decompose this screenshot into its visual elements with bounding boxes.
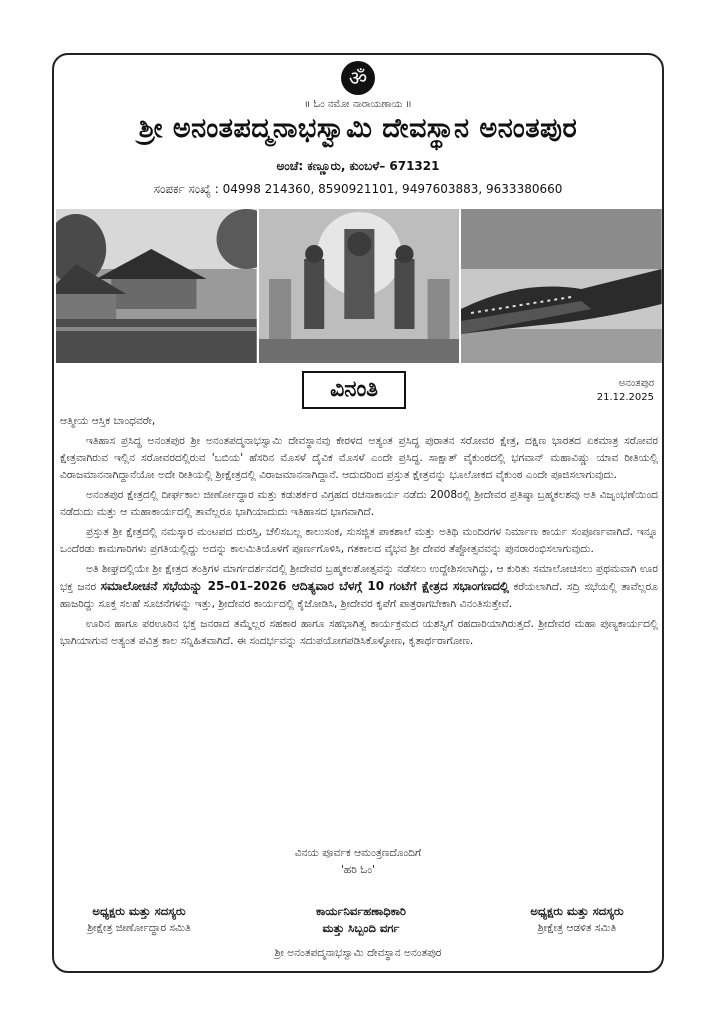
notice-frame bbox=[52, 53, 664, 973]
photo-strip bbox=[56, 209, 662, 363]
temple-title: ಶ್ರೀ ಅನಂತಪದ್ಮನಾಭಸ್ವಾಮಿ ದೇವಸ್ಥಾನ ಅನಂತಪುರ bbox=[138, 113, 578, 144]
paragraph-1: ಇತಿಹಾಸ ಪ್ರಸಿದ್ಧ ಅನಂತಪುರ ಶ್ರೀ ಅನಂತಪದ್ಮನಾಭಸ್ವಾಮಿ ದೇವಸ್ಥಾನವು ಕೇರಳದ ಅತ್ಯಂತ ಪ್ರಸಿದ್ಧ ಪುರಾತನ ಸರೋವರ ಕ್ಷೇತ್ರ, ದಕ್ಷಿಣ ಭಾರತದ ಏಕಮಾತ್ರ ಸರೋವರ ಕ್ಷೇತ್ರವಾಗಿರುವ ಇಲ್ಲಿನ ಸರೋವರದಲ್ಲಿರುವ 'ಬಬಿಯ' ಹೆಸರಿನ ಮೊಸಳೆ ದೈವಿಕ ಮೊಸಳೆ ಎಂದೇ ಪ್ರಸಿದ್ಧ. ಸಾಕ್ಷಾತ್ ವೈಕುಂಠದಲ್ಲಿ ಭಗವಾನ್ ಮಹಾವಿಷ್ಣು ಯಾವ ರೀತಿಯಲ್ಲಿ ವಿರಾಜಮಾನನಾಗಿದ್ದಾನೆಯೋ ಅದೇ ರೀತಿಯಲ್ಲಿ ಶ್ರೀಕ್ಷೇತ್ರದಲ್ಲಿ ವಿರಾಜಮಾನನಾಗಿದ್ದಾನೆ. ಆದುದರಿಂದ ಪ್ರಸ್ತುತ ಕ್ಷೇತ್ರವನ್ನು ಭೂಲೋಕದ ವೈಕುಂಠ ಎಂದೇ ಪೂಜಿಸಲಾಗುವುದು. bbox=[60, 435, 658, 481]
paragraph-2: ಅನಂತಪುರ ಕ್ಷೇತ್ರದಲ್ಲಿ ದೀರ್ಘಕಾಲ ಜೀರ್ಣೋದ್ಧಾರ ಮತ್ತು ಕಡುಶರ್ಕರ ವಿಗ್ರಹದ ರಚನಾಕಾರ್ಯ ನಡೆದು 2008ರಲ್ಲಿ ಶ್ರೀದೇವರ ಪ್ರತಿಷ್ಠಾ ಬ್ರಹ್ಮಕಲಶವು ಅತಿ ವಿಜೃಂಭಣೆಯಿಂದ ನಡೆದುದು ಮತ್ತು ಆ ಮಹಾಕಾರ್ಯದಲ್ಲಿ ತಾವೆಲ್ಲರೂ ಭಾಗಿಯಾದುದು ಇತಿಹಾಸದ ಭಾಗವಾಗಿದೆ. bbox=[60, 489, 658, 518]
signature-middle-title: ಕಾರ್ಯನಿರ್ವಹಣಾಧಿಕಾರಿ bbox=[316, 904, 406, 918]
place-date bbox=[597, 377, 654, 405]
signature-left bbox=[64, 903, 214, 937]
meeting-details: ಸಮಾಲೋಚನೆ ಸಭೆಯನ್ನು 25–01–2026 ಆದಿತ್ಯವಾರ ಬೆಳಗ್ಗೆ 10 ಗಂಟೆಗೆ ಕ್ಷೇತ್ರದ ಸಭಾಂಗಣದಲ್ಲಿ bbox=[100, 579, 509, 593]
signature-left-sub: ಶ್ರೀಕ್ಷೇತ್ರ ಜೀರ್ಣೋದ್ಧಾರ ಸಮಿತಿ bbox=[87, 922, 191, 934]
signature-middle bbox=[276, 903, 446, 937]
signature-right bbox=[502, 903, 652, 937]
notice-heading: ವಿನಂತಿ bbox=[302, 371, 406, 409]
closing-line: ವಿನಯ ಪೂರ್ವಕ ಆಮಂತ್ರಣದೊಂದಿಗೆ bbox=[294, 847, 422, 859]
invocation-text: ॥ ಓಂ ನಮೋ ನಾರಾಯಣಾಯ ॥ bbox=[304, 99, 412, 110]
paragraph-4-end: ಕರೆಯಲಾಗಿದೆ. ಸದ್ರಿ ಸಭೆಯಲ್ಲಿ ತಾವೆಲ್ಲರೂ ಹಾಜರಿದ್ದು ಸೂಕ್ತ ಸಲಹೆ ಸೂಚನೆಗಳನ್ನು ಇತ್ತು, ಶ್ರೀದೇವರ ಕಾರ್ಯದಲ್ಲಿ ಕೈಜೋಡಿಸಿ, ಶ್ರೀದೇವರ ಕೃಪೆಗೆ ಪಾತ್ರರಾಗಬೇಕಾಗಿ ವಿನಂತಿಸುತ್ತೇವೆ. bbox=[60, 581, 658, 610]
om-icon: ॐ bbox=[341, 61, 375, 95]
deity-idols-photo bbox=[259, 209, 460, 363]
signature-right-sub: ಶ್ರೀಕ್ಷೇತ್ರ ಆಡಳಿತ ಸಮಿತಿ bbox=[537, 922, 617, 934]
signature-left-title: ಅಧ್ಯಕ್ಷರು ಮತ್ತು ಸದಸ್ಯರು bbox=[92, 904, 186, 918]
temple-pond-photo bbox=[56, 209, 257, 363]
footer-text: ಶ್ರೀ ಅನಂತಪದ್ಮನಾಭಸ್ವಾಮಿ ದೇವಸ್ಥಾನ ಅನಂತಪುರ bbox=[274, 947, 442, 959]
closing bbox=[54, 845, 662, 879]
notice-body bbox=[60, 413, 658, 653]
paragraph-5: ಊರಿನ ಹಾಗೂ ಪರಊರಿನ ಭಕ್ತ ಜನರಾದ ತಮ್ಮೆಲ್ಲರ ಸಹಕಾರ ಹಾಗೂ ಸಹಭಾಗಿತ್ವ ಕಾರ್ಯಕ್ರಮದ ಯಶಸ್ವಿಗೆ ರಹದಾರಿಯಾಗಿರುತ್ತದೆ. ಶ್ರೀದೇವರ ಮಹಾ ಪುಣ್ಯಕಾರ್ಯದಲ್ಲಿ ಭಾಗಿಯಾಗುವ ಅತ್ಯಂತ ಪವಿತ್ರ ಕಾಲ ಸನ್ನಿಹಿತವಾಗಿದೆ. ಈ ಸಂದರ್ಭವನ್ನು ಸದುಪಯೋಗಪಡಿಸಿಕೊಳ್ಳೋಣ, ಕೃತಾರ್ಥರಾಗೋಣ. bbox=[60, 618, 659, 647]
crocodile-photo bbox=[461, 209, 662, 363]
paragraph-4-start: ಅತಿ ಶೀಘ್ರದಲ್ಲಿಯೇ ಶ್ರೀ ಕ್ಷೇತ್ರದ ತಂತ್ರಿಗಳ ಮಾರ್ಗದರ್ಶನದಲ್ಲಿ ಶ್ರೀದೇವರ ಬ್ರಹ್ಮಕಲಶೋತ್ಸವನ್ನು ನಡೆಸಲು ಉದ್ದೇಶಿಸಲಾಗಿದ್ದು, ಆ ಕುರಿತು ಸಮಾಲೋಚಿಸಲು ಪ್ರಥಮವಾಗಿ ಊರ ಭಕ್ತ ಜನರ bbox=[60, 563, 658, 593]
notice-date: 21.12.2025 bbox=[596, 392, 654, 403]
postal-address: ಅಂಚೆ: ಕಣ್ಣೂರು, ಕುಂಬಳೆ– 671321 bbox=[276, 159, 440, 173]
paragraph-3: ಪ್ರಸ್ತುತ ಶ್ರೀ ಕ್ಷೇತ್ರದಲ್ಲಿ ನಮಸ್ಕಾರ ಮಂಟಪದ ದುರಸ್ತಿ, ಚೆಲಿಸಬಲ್ಲ ಕಾಲುಸಂಕ, ಸುಸಜ್ಜಿತ ಪಾಕಶಾಲೆ ಮತ್ತು ಅತಿಥಿ ಮಂದಿರಗಳ ನಿರ್ಮಾಣ ಕಾರ್ಯ ಸಂಪೂರ್ಣವಾಗಿದೆ. ಇನ್ನೂ ಒಂದೆರಡು ಕಾಮಗಾರಿಗಳು ಪ್ರಗತಿಯಲ್ಲಿದ್ದು ಅದನ್ನು ಕಾಲಮಿತಿಯೊಳಗೆ ಪೂರ್ಣಗೊಳಿಸಿ, ಗತಕಾಲದ ವೈಭವ ಶ್ರೀ ದೇವರ ತೆಪ್ಪೋತ್ಸವವನ್ನು ಪುನರಾರಂಭಿಸಲಾಗುವುದು. bbox=[60, 526, 658, 555]
salutation: ಆತ್ಮೀಯ ಆಸ್ತಿಕ ಬಾಂಧವರೇ, bbox=[60, 415, 156, 427]
contact-numbers: ಸಂಪರ್ಕ ಸಂಖ್ಯೆ : 04998 214360, 8590921101, 9497603883, 9633380660 bbox=[153, 182, 563, 196]
notice-place: ಅನಂತಪುರ bbox=[618, 378, 654, 389]
hari-om: 'ಹರಿ ಓಂ' bbox=[341, 864, 375, 876]
signature-middle-sub: ಮತ್ತು ಸಿಬ್ಬಂದಿ ವರ್ಗ bbox=[322, 921, 400, 935]
paragraph-4 bbox=[60, 561, 658, 613]
signature-right-title: ಅಧ್ಯಕ್ಷರು ಮತ್ತು ಸದಸ್ಯರು bbox=[530, 904, 624, 918]
